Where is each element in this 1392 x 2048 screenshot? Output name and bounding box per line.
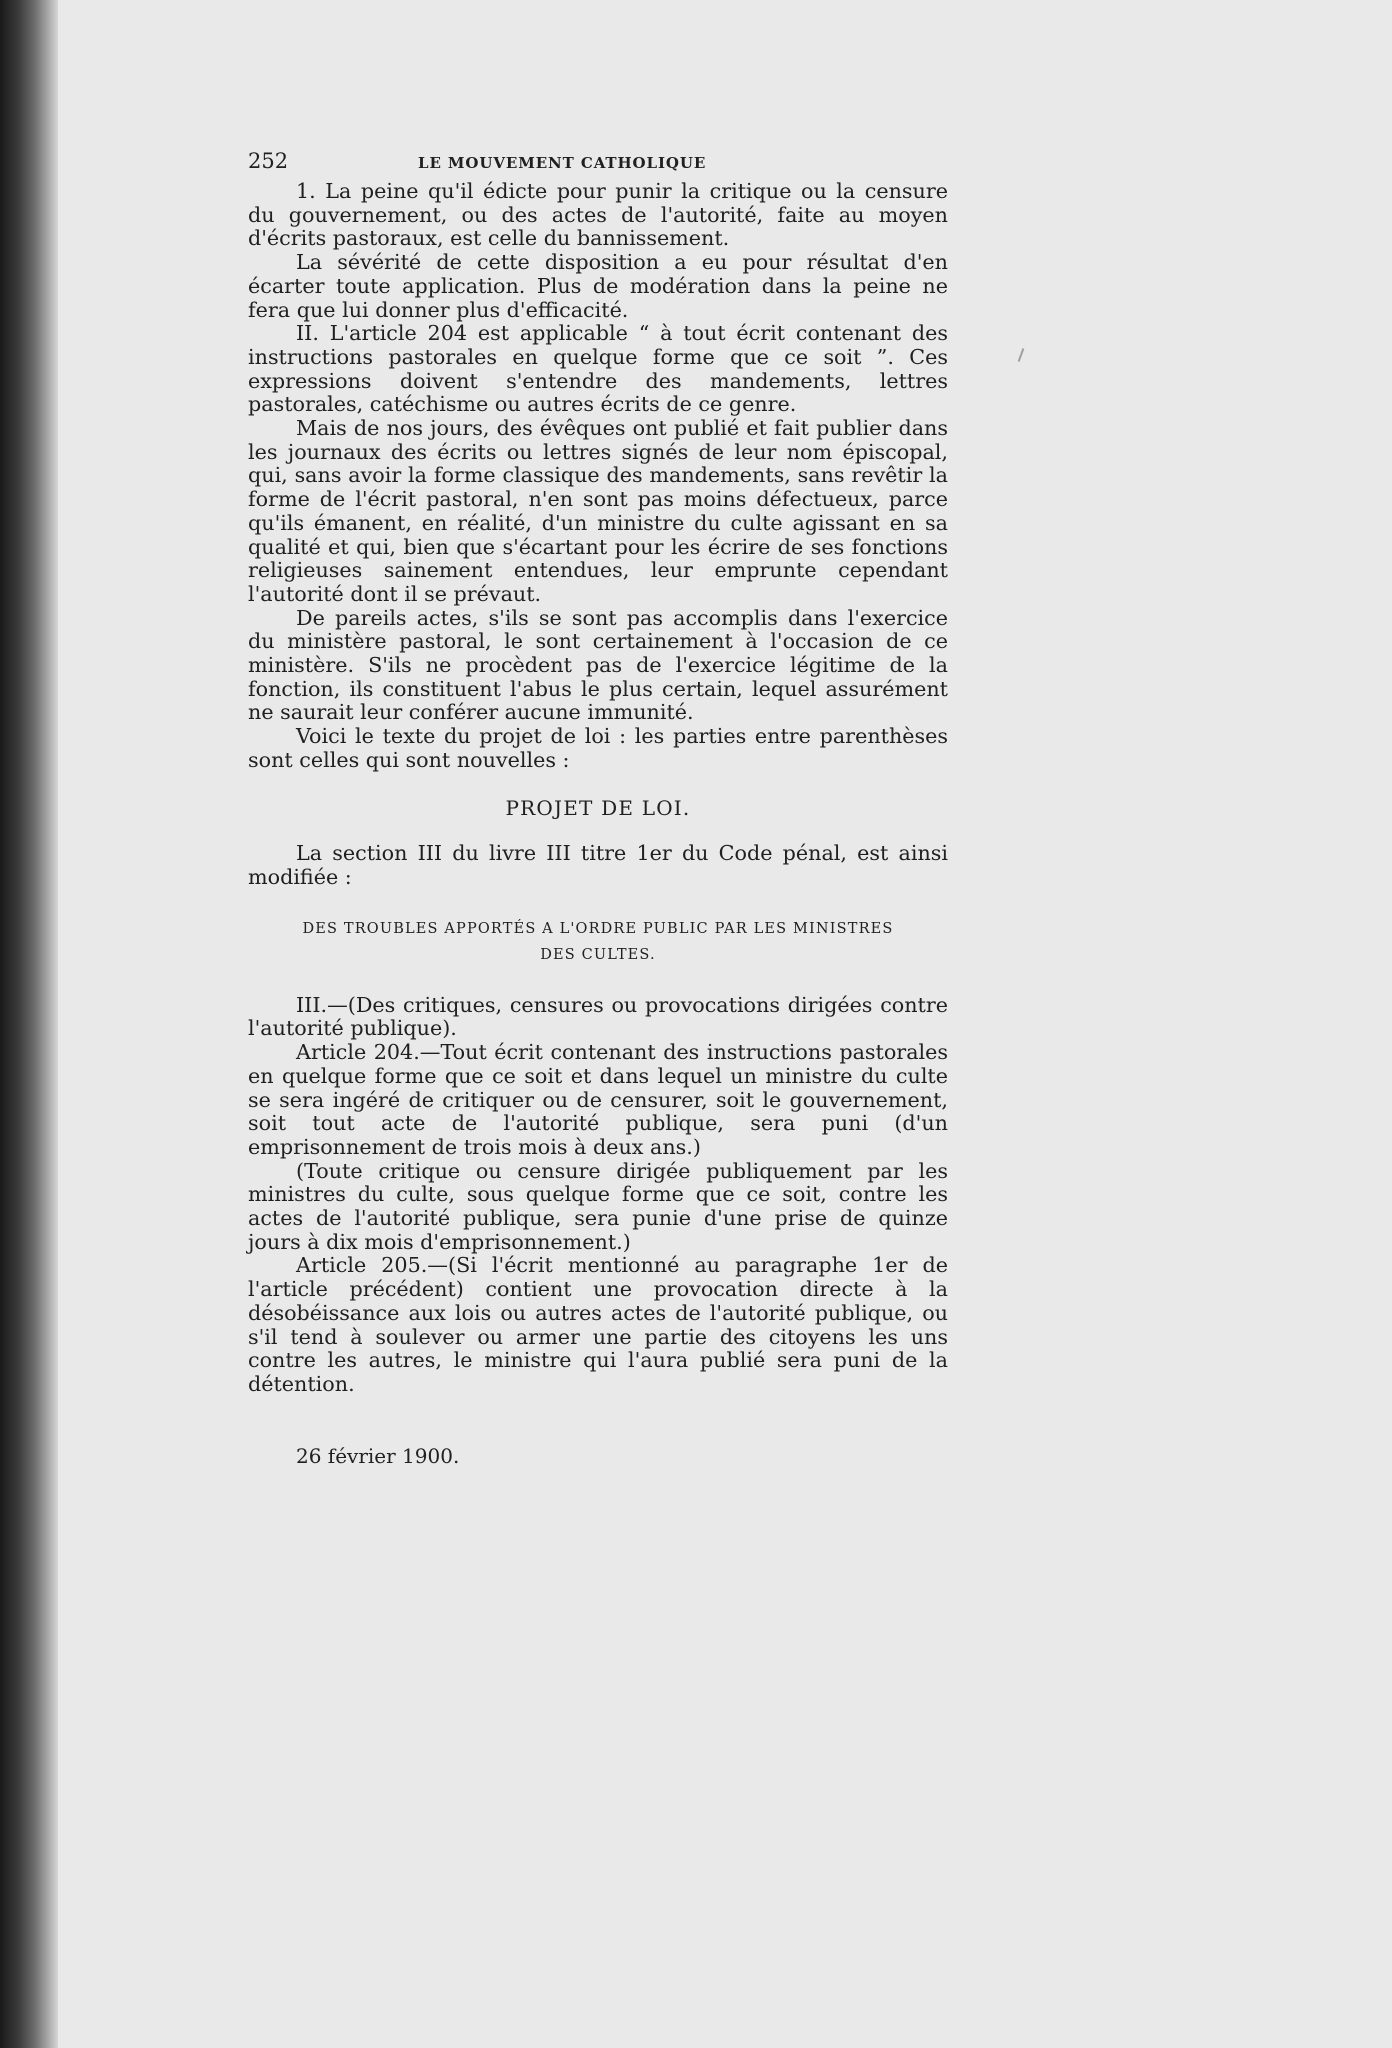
paragraph: La sévérité de cette disposition a eu pour résultat d'en écarter toute application. Plus de modération dans la peine ne fera que lui donner plus d'efficacité. bbox=[248, 250, 948, 322]
running-head: LE MOUVEMENT CATHOLIQUE bbox=[418, 154, 707, 172]
page-header bbox=[248, 150, 948, 180]
date-line: 26 février 1900. bbox=[296, 1443, 460, 1468]
section-title: PROJET DE LOI. bbox=[505, 795, 691, 820]
scan-speck bbox=[1018, 348, 1025, 362]
book-page bbox=[58, 0, 1392, 2048]
page-text-block bbox=[248, 150, 948, 1488]
chapter-heading-line: DES CULTES. bbox=[540, 946, 656, 963]
law-paragraph: III.—(Des critiques, censures ou provocations dirigées contre l'autorité publique). bbox=[248, 992, 948, 1041]
law-paragraph: Article 204.—Tout écrit contenant des instructions pastorales en quelque forme que ce soit et dans lequel un ministre du culte se sera ingéré de critiquer ou de censurer, soit le gouvernement, soit tout acte de l'autorité publique, sera puni (d'un emprisonnement de trois mois à deux ans.) bbox=[248, 1040, 948, 1159]
paragraph: De pareils actes, s'ils se sont pas accomplis dans l'exercice du ministère pastoral, le sont certainement à l'occasion de ce ministère. S'ils ne procèdent pas de l'exercice légitime de la fonction, ils constituent l'abus le plus certain, lequel assurément ne saurait leur conférer aucune immunité. bbox=[248, 605, 948, 725]
paragraph: 1. La peine qu'il édicte pour punir la critique ou la censure du gouvernement, ou des actes de l'autorité, faite au moyen d'écrits pastoraux, est celle du bannissement. bbox=[248, 179, 948, 251]
paragraph: II. L'article 204 est applicable “ à tout écrit contenant des instructions pastorales en quelque forme que ce soit ”. Ces expressions doivent s'entendre des mandements, lettres pastorales, catéchisme ou autres écrits de ce genre. bbox=[248, 321, 948, 417]
paragraph: Mais de nos jours, des évêques ont publié et fait publier dans les journaux des écrits ou lettres signés de leur nom épiscopal, qui, sans avoir la forme classique des mandements, sans revêtir la forme de l'écrit pastoral, n'en sont pas moins défectueux, parce qu'ils émanent, en réalité, d'un ministre du culte agissant en sa qualité et qui, bien que s'écartant pour les écrire de ses fonctions religieuses sainement entendues, leur emprunte cependant l'autorité dont il se prévaut. bbox=[248, 416, 948, 606]
law-paragraph: Article 205.—(Si l'écrit mentionné au paragraphe 1er de l'article précédent) contient une provocation directe à la désobéissance aux lois ou autres actes de l'autorité publique, ou s'il tend à soulever ou armer une partie des citoyens les uns contre les autres, le ministre qui l'aura publié sera puni de la détention. bbox=[248, 1253, 948, 1396]
law-paragraph: (Toute critique ou censure dirigée publiquement par les ministres du culte, sous quelque forme que ce soit, contre les actes de l'autorité publique, sera punie d'une prise de quinze jours à dix mois d'emprisonnement.) bbox=[248, 1158, 948, 1254]
section-intro: La section III du livre III titre 1er du Code pénal, est ainsi modifiée : bbox=[248, 841, 948, 889]
page-number: 252 bbox=[248, 149, 289, 173]
book-binding-shadow bbox=[0, 0, 58, 2048]
chapter-heading-line: DES TROUBLES APPORTÉS A L'ORDRE PUBLIC PAR LES MINISTRES bbox=[302, 920, 894, 937]
chapter-heading bbox=[248, 916, 948, 968]
paragraph: Voici le texte du projet de loi : les parties entre parenthèses sont celles qui sont nouvelles : bbox=[248, 724, 948, 772]
